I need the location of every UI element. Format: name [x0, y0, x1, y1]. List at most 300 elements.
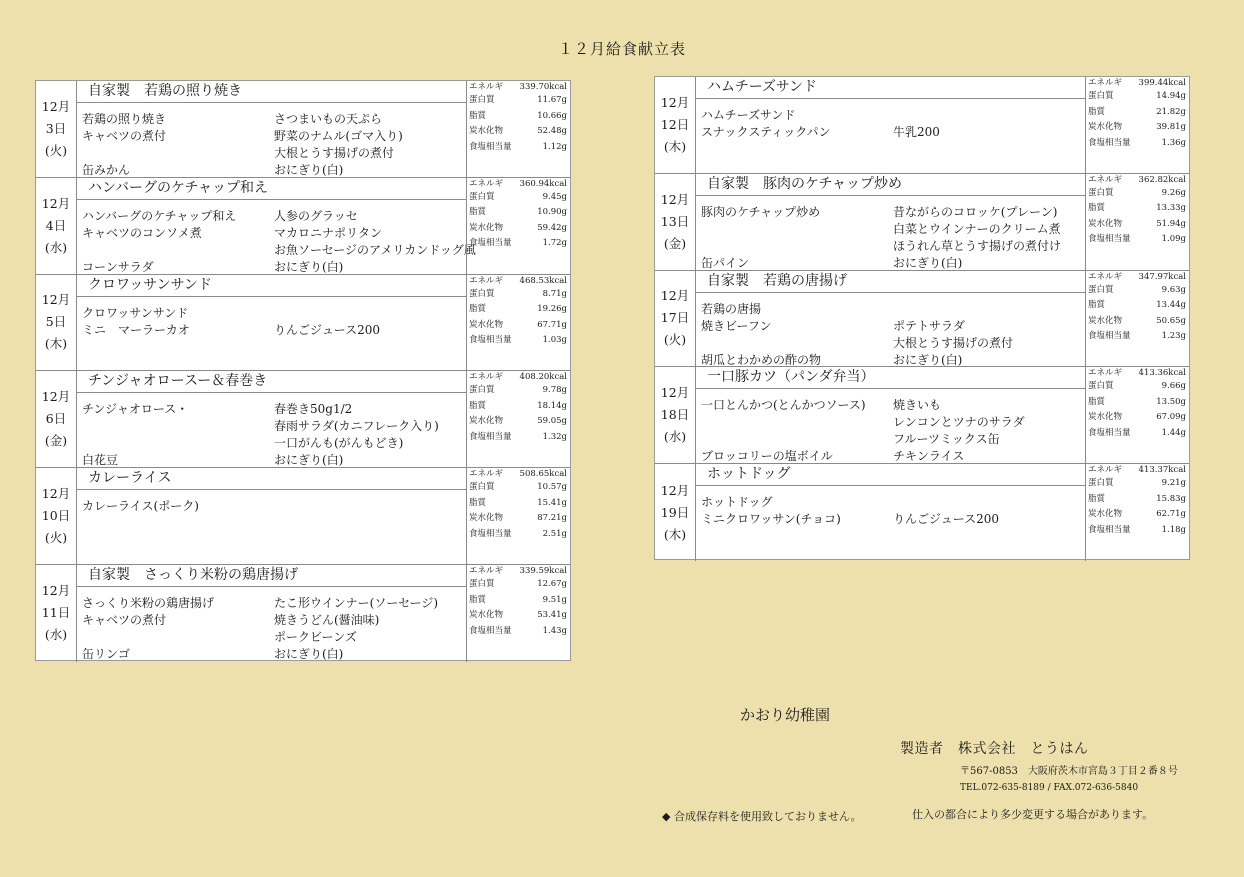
- nutrient-label: 蛋白質: [469, 288, 495, 299]
- date-month: 12月: [41, 486, 71, 502]
- nutrient-value: 10.90g: [537, 207, 567, 218]
- nutrient-value: 9.66g: [1161, 381, 1186, 392]
- menu-item: 野菜のナムル(ゴマ入り): [274, 129, 403, 143]
- menu-item: りんごジュース200: [893, 512, 1000, 527]
- nutrition-row: [1086, 201, 1189, 217]
- nutrient-value: 67.09g: [1156, 412, 1186, 423]
- date-month: 12月: [660, 385, 690, 401]
- nutrient-label: 脂質: [1088, 493, 1106, 504]
- menu-day-row: [655, 174, 1189, 271]
- nutrition-row: [1086, 395, 1189, 411]
- menu-panel-right: [654, 76, 1190, 560]
- menu-item: たこ形ウインナー(ソーセージ): [274, 596, 439, 610]
- nutrient-label: 蛋白質: [469, 579, 495, 589]
- nutrition-box: [1085, 174, 1189, 270]
- nutrient-value: 1.23g: [1161, 331, 1186, 342]
- nutrient-value: 2.51g: [542, 528, 567, 539]
- nutrition-row: [1086, 120, 1189, 136]
- nutrition-row: [467, 608, 570, 624]
- nutrient-label: 食塩相当量: [469, 431, 512, 442]
- nutrient-label: 脂質: [1088, 203, 1106, 214]
- menu-day-row: [36, 178, 570, 275]
- menu-item: コーンサラダ: [82, 259, 154, 274]
- nutrient-value: 10.66g: [537, 110, 567, 121]
- nutrient-label: エネルギ: [469, 469, 504, 480]
- menu-day-row: [655, 77, 1189, 174]
- nutrient-value: 59.05g: [537, 416, 567, 427]
- menu-item: ホットドッグ: [701, 495, 773, 510]
- date-day: 11日: [41, 605, 71, 621]
- menu-item: おにぎり(白): [893, 352, 963, 367]
- nutrient-value: 9.26g: [1161, 187, 1186, 198]
- nutrition-row: [467, 399, 570, 415]
- nutrition-row: [467, 496, 570, 512]
- nutrient-value: 508.65kcal: [519, 469, 567, 480]
- nutrient-label: 炭水化物: [469, 416, 504, 427]
- menu-item: フルーツミックス缶: [893, 432, 1000, 447]
- nutrient-value: 13.50g: [1156, 396, 1186, 407]
- nutrition-row: [1086, 410, 1189, 426]
- nutrition-row: [1086, 298, 1189, 314]
- nutrient-value: 8.71g: [542, 288, 567, 299]
- nutrition-row: [1086, 77, 1189, 89]
- nutrient-label: 脂質: [1088, 396, 1106, 407]
- date-cell: [655, 271, 696, 367]
- nutrition-row: [467, 275, 570, 287]
- date-day: 4日: [45, 217, 67, 233]
- menu-title: ハンバーグのケチャップ和え: [76, 178, 467, 200]
- nutrient-value: 51.94g: [1156, 218, 1186, 229]
- menu-item: 缶みかん: [82, 163, 131, 177]
- menu-item: 白菜とウインナーのクリーム煮: [893, 221, 1061, 236]
- menu-item: ハンバーグのケチャップ和え: [82, 208, 237, 223]
- menu-title: 一口豚カツ（パンダ弁当）: [695, 367, 1086, 389]
- menu-item: おにぎり(白): [274, 163, 344, 177]
- menu-day-row: [36, 371, 570, 468]
- menu-item: ポークビーンズ: [274, 630, 357, 644]
- nutrition-row: [1086, 89, 1189, 105]
- nutrient-label: 食塩相当量: [469, 335, 512, 346]
- nutrient-value: 21.82g: [1156, 106, 1186, 117]
- nutrition-row: [1086, 105, 1189, 121]
- menu-item: マカロニナポリタン: [274, 225, 383, 240]
- menu-item: 若鶏の唐揚: [701, 301, 762, 316]
- menu-item: 焼きうどん(醤油味): [274, 613, 380, 627]
- nutrient-label: 食塩相当量: [469, 238, 512, 249]
- nutrition-row: [467, 468, 570, 480]
- nutrient-value: 53.41g: [537, 610, 567, 620]
- nutrient-value: 1.36g: [1161, 137, 1186, 148]
- nutrient-label: 脂質: [469, 110, 487, 121]
- nutrition-row: [1086, 329, 1189, 345]
- menu-item: スナックスティックパン: [701, 125, 831, 139]
- nutrient-value: 13.33g: [1156, 203, 1186, 214]
- menu-day-row: [36, 468, 570, 565]
- nutrient-value: 19.26g: [537, 304, 567, 315]
- date-cell: [655, 464, 696, 561]
- nutrition-row: [467, 318, 570, 334]
- nutrient-value: 468.53kcal: [519, 275, 567, 286]
- nutrition-row: [467, 577, 570, 593]
- nutrient-label: 食塩相当量: [1088, 137, 1131, 148]
- date-cell: [36, 178, 77, 274]
- nutrient-label: 食塩相当量: [1088, 427, 1131, 438]
- nutrient-label: 食塩相当量: [469, 141, 512, 152]
- nutrient-value: 1.03g: [542, 335, 567, 346]
- nutrition-row: [467, 371, 570, 383]
- nutrient-value: 50.65g: [1156, 315, 1186, 326]
- maker-phone: TEL.072-635-8189 / FAX.072-636-5840: [960, 783, 1139, 793]
- menu-title: 自家製 若鶏の唐揚げ: [695, 271, 1086, 293]
- menu-item: 若鶏の照り焼き: [82, 112, 167, 126]
- nutrient-value: 9.45g: [542, 191, 567, 202]
- menu-title: ホットドッグ: [695, 464, 1086, 486]
- nutrient-label: 脂質: [469, 207, 487, 218]
- menu-item: 胡瓜とわかめの酢の物: [701, 352, 822, 367]
- nutrition-row: [1086, 314, 1189, 330]
- nutrient-label: 脂質: [469, 497, 487, 508]
- menu-item: おにぎり(白): [274, 647, 344, 661]
- date-month: 12月: [660, 288, 690, 304]
- menu-title: カレーライス: [76, 468, 467, 490]
- nutrient-label: 蛋白質: [469, 482, 495, 493]
- nutrient-value: 1.44g: [1161, 427, 1186, 438]
- nutrition-row: [1086, 379, 1189, 395]
- nutrient-value: 9.51g: [542, 594, 567, 605]
- nutrient-value: 12.67g: [537, 579, 567, 589]
- date-month: 12月: [660, 482, 690, 498]
- nutrition-box: [1085, 77, 1189, 173]
- nutrition-box: [466, 275, 570, 371]
- nutrition-row: [1086, 476, 1189, 492]
- nutrient-value: 413.37kcal: [1138, 465, 1186, 476]
- menu-day-row: [655, 464, 1189, 561]
- nutrition-row: [467, 333, 570, 349]
- date-weekday: (水): [44, 627, 68, 643]
- menu-item: ミニ マーラーカオ: [82, 322, 190, 337]
- menu-item: キャベツの煮付: [82, 613, 167, 627]
- nutrient-value: 59.42g: [537, 222, 567, 233]
- date-cell: [655, 367, 696, 463]
- date-cell: [36, 81, 77, 177]
- date-day: 6日: [45, 411, 67, 427]
- date-cell: [36, 371, 77, 467]
- nutrient-label: 脂質: [469, 304, 487, 315]
- menu-title: 自家製 若鶏の照り焼き: [76, 81, 467, 103]
- nutrition-row: [467, 480, 570, 496]
- nutrient-label: 食塩相当量: [1088, 331, 1131, 342]
- menu-item: 一口がんも(がんもどき): [274, 436, 404, 451]
- nutrition-row: [467, 511, 570, 527]
- nutrient-label: 食塩相当量: [469, 625, 512, 636]
- nutrient-label: 蛋白質: [1088, 381, 1114, 392]
- menu-item: 缶リンゴ: [82, 647, 131, 661]
- date-month: 12月: [41, 98, 71, 114]
- date-weekday: (火): [663, 332, 687, 348]
- menu-item: チンジャオロース・: [82, 402, 189, 417]
- nutrition-row: [1086, 271, 1189, 283]
- nutrient-value: 62.71g: [1156, 509, 1186, 520]
- nutrient-value: 9.63g: [1161, 284, 1186, 295]
- nutrient-value: 15.83g: [1156, 493, 1186, 504]
- date-cell: [655, 77, 696, 173]
- nutrient-value: 18.14g: [537, 400, 567, 411]
- menu-item: りんごジュース200: [274, 322, 381, 337]
- nutrition-box: [466, 371, 570, 467]
- menu-item: 春雨サラダ(カニフレーク入り): [274, 419, 439, 434]
- nutrient-value: 362.82kcal: [1138, 174, 1186, 185]
- nutrient-label: 蛋白質: [469, 385, 495, 396]
- menu-item: クロワッサンサンド: [82, 305, 189, 320]
- nutrition-box: [466, 178, 570, 274]
- date-cell: [655, 174, 696, 270]
- date-cell: [36, 565, 77, 662]
- menu-day-row: [36, 275, 570, 372]
- nutrition-row: [1086, 217, 1189, 233]
- date-day: 19日: [660, 504, 690, 520]
- nutrition-row: [467, 302, 570, 318]
- date-weekday: (水): [44, 239, 68, 255]
- nutrient-label: 蛋白質: [469, 95, 495, 105]
- date-day: 5日: [45, 314, 67, 330]
- nutrition-row: [467, 383, 570, 399]
- nutrition-row: [1086, 507, 1189, 523]
- nutrition-row: [467, 109, 570, 125]
- date-month: 12月: [660, 94, 690, 110]
- nutrition-row: [1086, 283, 1189, 299]
- nutrition-row: [1086, 232, 1189, 248]
- menu-item: チキンライス: [893, 449, 965, 464]
- nutrition-box: [1085, 464, 1189, 561]
- menu-item: 缶パイン: [701, 255, 750, 270]
- date-weekday: (火): [44, 142, 68, 158]
- nutrient-value: 52.48g: [537, 126, 567, 136]
- menu-title: 自家製 豚肉のケチャップ炒め: [695, 174, 1086, 196]
- nutrient-label: 炭水化物: [1088, 412, 1123, 423]
- nutrient-label: 炭水化物: [1088, 218, 1123, 229]
- date-month: 12月: [660, 191, 690, 207]
- nutrient-value: 399.44kcal: [1138, 78, 1186, 88]
- menu-item: カレーライス(ポーク): [82, 499, 199, 514]
- date-day: 13日: [660, 213, 690, 229]
- nutrient-label: 蛋白質: [1088, 284, 1114, 295]
- menu-item: 豚肉のケチャップ炒め: [701, 204, 821, 219]
- nutrient-value: 360.94kcal: [519, 178, 567, 189]
- change-notice: 仕入の都合により多少変更する場合があります。: [912, 808, 1154, 821]
- date-day: 18日: [660, 407, 690, 423]
- menu-item: 大根とうす揚げの煮付: [274, 146, 395, 160]
- nutrient-label: エネルギ: [469, 82, 504, 92]
- date-weekday: (木): [44, 336, 68, 352]
- nutrition-row: [467, 565, 570, 577]
- menu-item: 牛乳200: [893, 125, 940, 139]
- nutrient-value: 9.78g: [542, 385, 567, 396]
- menu-item: 春巻き50g1/2: [274, 402, 353, 417]
- menu-item: 人参のグラッセ: [274, 208, 358, 223]
- nutrition-box: [466, 81, 570, 177]
- date-cell: [36, 468, 77, 564]
- nutrient-label: 炭水化物: [1088, 122, 1123, 132]
- date-month: 12月: [41, 292, 71, 308]
- menu-item: キャベツのコンソメ煮: [82, 225, 202, 240]
- nutrition-row: [467, 624, 570, 640]
- date-month: 12月: [41, 583, 71, 599]
- nutrient-label: 炭水化物: [469, 610, 504, 620]
- nutrition-box: [466, 468, 570, 564]
- nutrition-row: [1086, 426, 1189, 442]
- menu-item: ポテトサラダ: [893, 318, 965, 333]
- nutrient-label: エネルギ: [469, 275, 504, 286]
- nutrient-value: 1.18g: [1161, 524, 1186, 535]
- maker-name: 製造者 株式会社 とうはん: [900, 741, 1089, 757]
- nutrient-value: 408.20kcal: [519, 372, 567, 383]
- nutrition-row: [1086, 136, 1189, 152]
- nutrition-row: [1086, 464, 1189, 476]
- nutrition-row: [467, 140, 570, 156]
- menu-item: ミニクロワッサン(チョコ): [701, 512, 841, 527]
- date-weekday: (木): [663, 526, 687, 542]
- maker-address: 〒567-0853 大阪府茨木市宮島３丁目２番８号: [960, 766, 1178, 777]
- date-cell: [36, 275, 77, 371]
- nutrient-value: 413.36kcal: [1138, 368, 1186, 379]
- menu-day-row: [36, 565, 570, 662]
- nutrient-label: 蛋白質: [1088, 187, 1114, 198]
- date-day: 3日: [45, 120, 67, 136]
- date-weekday: (水): [663, 429, 687, 445]
- nutrient-label: エネルギ: [469, 178, 504, 189]
- nutrient-value: 9.21g: [1161, 478, 1186, 489]
- nutrition-row: [467, 221, 570, 237]
- menu-item: おにぎり(白): [274, 259, 344, 274]
- page-title: １２月給食献立表: [557, 40, 686, 58]
- nutrient-value: 1.43g: [542, 625, 567, 636]
- date-weekday: (木): [663, 138, 687, 154]
- nutrient-value: 13.44g: [1156, 300, 1186, 311]
- nutrient-value: 1.09g: [1161, 234, 1186, 245]
- nutrient-value: 67.71g: [537, 319, 567, 330]
- nutrition-row: [1086, 174, 1189, 186]
- nutrition-row: [467, 205, 570, 221]
- nutrient-value: 15.41g: [537, 497, 567, 508]
- nutrient-label: 食塩相当量: [1088, 524, 1131, 535]
- menu-item: レンコンとツナのサラダ: [893, 415, 1025, 430]
- nutrient-label: 脂質: [1088, 300, 1106, 311]
- nutrition-row: [467, 414, 570, 430]
- nutrition-row: [467, 81, 570, 93]
- date-weekday: (金): [663, 235, 687, 251]
- nutrient-value: 11.67g: [537, 95, 567, 105]
- nutrient-label: 食塩相当量: [469, 528, 512, 539]
- nutrient-label: 炭水化物: [469, 513, 504, 524]
- nutrient-value: 347.97kcal: [1138, 271, 1186, 282]
- menu-item: 大根とうす揚げの煮付: [893, 335, 1014, 350]
- nutrient-value: 39.81g: [1156, 122, 1186, 132]
- menu-item: おにぎり(白): [274, 453, 344, 468]
- menu-item: ブロッコリーの塩ボイル: [701, 449, 833, 464]
- nutrient-label: エネルギ: [1088, 271, 1123, 282]
- nutrition-row: [1086, 186, 1189, 202]
- nutrition-box: [1085, 271, 1189, 367]
- menu-item: キャベツの煮付: [82, 129, 167, 143]
- nutrition-row: [467, 287, 570, 303]
- nutrient-label: 脂質: [469, 400, 487, 411]
- menu-day-row: [655, 271, 1189, 368]
- menu-title: クロワッサンサンド: [76, 275, 467, 297]
- nutrient-label: 食塩相当量: [1088, 234, 1131, 245]
- date-day: 17日: [660, 310, 690, 326]
- menu-panel-left: [35, 80, 571, 661]
- nutrient-label: エネルギ: [469, 566, 504, 576]
- date-month: 12月: [41, 195, 71, 211]
- menu-item: さっくり米粉の鶏唐揚げ: [82, 596, 215, 610]
- nutrient-label: 炭水化物: [469, 126, 504, 136]
- nutrition-row: [467, 430, 570, 446]
- date-day: 10日: [41, 508, 71, 524]
- menu-item: ハムチーズサンド: [701, 108, 796, 122]
- date-day: 12日: [660, 116, 690, 132]
- nutrient-label: 炭水化物: [469, 222, 504, 233]
- nutrient-label: 蛋白質: [1088, 91, 1114, 101]
- nutrient-label: エネルギ: [1088, 78, 1123, 88]
- nutrient-label: 脂質: [469, 594, 487, 605]
- menu-item: 白花豆: [82, 453, 119, 468]
- nutrient-label: エネルギ: [469, 372, 504, 383]
- nutrient-label: 蛋白質: [1088, 478, 1114, 489]
- date-weekday: (火): [44, 530, 68, 546]
- menu-title: ハムチーズサンド: [695, 77, 1086, 99]
- nutrient-label: 炭水化物: [1088, 509, 1123, 520]
- nutrition-row: [467, 236, 570, 252]
- menu-day-row: [655, 367, 1189, 464]
- nutrition-box: [1085, 367, 1189, 463]
- nutrient-label: 脂質: [1088, 106, 1106, 117]
- nutrient-value: 339.70kcal: [519, 82, 567, 92]
- nutrition-row: [1086, 523, 1189, 539]
- nutrition-row: [467, 93, 570, 109]
- nutrient-value: 1.12g: [542, 141, 567, 152]
- nutrient-value: 14.94g: [1156, 91, 1186, 101]
- menu-title: 自家製 さっくり米粉の鶏唐揚げ: [76, 565, 467, 587]
- nutrient-label: エネルギ: [1088, 465, 1123, 476]
- menu-item: 焼きいも: [893, 398, 942, 413]
- date-month: 12月: [41, 389, 71, 405]
- menu-item: さつまいもの天ぷら: [274, 112, 383, 126]
- nutrition-row: [467, 190, 570, 206]
- nutrient-value: 1.72g: [542, 238, 567, 249]
- menu-item: ほうれん草とうす揚げの煮付け: [893, 238, 1062, 253]
- menu-item: お魚ソーセージのアメリカンドッグ風: [274, 242, 476, 257]
- nutrient-label: 炭水化物: [469, 319, 504, 330]
- menu-title: チンジャオロースー＆春巻き: [76, 371, 467, 393]
- nutrient-value: 10.57g: [537, 482, 567, 493]
- menu-day-row: [36, 81, 570, 178]
- nutrition-row: [467, 124, 570, 140]
- nutrition-row: [467, 178, 570, 190]
- nutrient-value: 87.21g: [537, 513, 567, 524]
- date-weekday: (金): [44, 433, 68, 449]
- menu-item: 一口とんかつ(とんかつソース): [701, 398, 866, 413]
- menu-item: 昔ながらのコロッケ(プレーン): [893, 204, 1058, 219]
- nutrition-row: [1086, 367, 1189, 379]
- nutrient-label: エネルギ: [1088, 174, 1123, 185]
- nutrition-row: [1086, 492, 1189, 508]
- nutrient-value: 339.59kcal: [519, 566, 567, 576]
- preservative-notice: ◆ 合成保存料を使用致しておりません。: [662, 810, 862, 823]
- nutrient-label: 蛋白質: [469, 191, 495, 202]
- nutrition-row: [467, 527, 570, 543]
- menu-item: おにぎり(白): [893, 255, 963, 270]
- nutrition-box: [466, 565, 570, 662]
